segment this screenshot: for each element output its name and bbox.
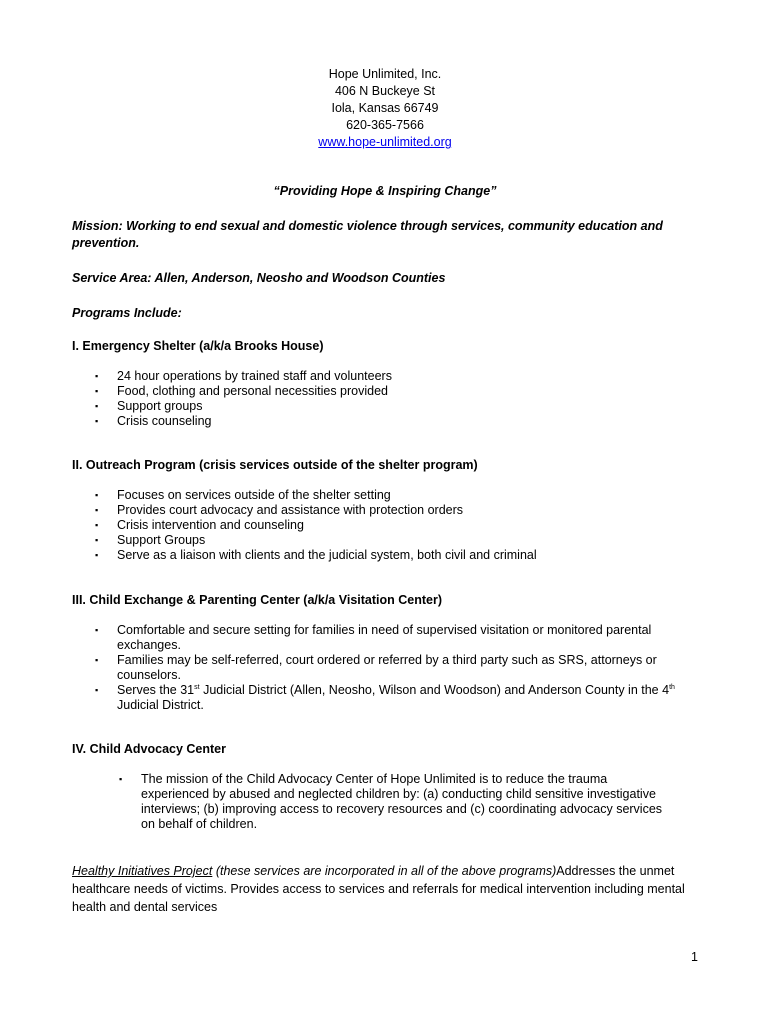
list-item: ▪ Food, clothing and personal necessities provided [95, 384, 389, 398]
bullet-icon: ▪ [95, 655, 99, 665]
bullet-icon: ▪ [95, 625, 99, 635]
website-link[interactable]: www.hope-unlimited.org [318, 135, 452, 149]
bullet-icon: ▪ [95, 535, 99, 545]
list-item: ▪ Support groups [95, 399, 203, 413]
org-name: Hope Unlimited, Inc. [328, 67, 442, 81]
city-state-zip: Iola, Kansas 66749 [331, 101, 439, 115]
phone-number: 620-365-7566 [346, 118, 424, 132]
page-number: 1 [691, 950, 698, 964]
bullet-icon: ▪ [95, 490, 99, 500]
list-item: ▪ Crisis counseling [95, 414, 212, 428]
bullet-icon: ▪ [95, 386, 99, 396]
service-area: Service Area: Allen, Anderson, Neosho and Woodson Counties [72, 271, 446, 285]
tagline: “Providing Hope & Inspiring Change” [273, 184, 497, 198]
emergency-shelter-list [92, 369, 692, 429]
mission-statement: Mission: Working to end sexual and domestic violence through services, community education and prevention. [72, 219, 663, 250]
child-exchange-list [92, 623, 692, 713]
list-item: ▪ 24 hour operations by trained staff and volunteers [95, 369, 392, 383]
bullet-icon: ▪ [95, 685, 99, 695]
bullet-icon: ▪ [95, 505, 99, 515]
section-heading-child-exchange: III. Child Exchange & Parenting Center (a/k/a Visitation Center) [72, 593, 442, 607]
healthy-initiatives-title: Healthy Initiatives Project [72, 864, 213, 878]
list-item: ▪ Families may be self-referred, court ordered or referred by a third party such as SRS, attorneys or counselors. [95, 653, 657, 682]
healthy-initiatives-paragraph [72, 862, 692, 916]
bullet-icon: ▪ [95, 416, 99, 426]
list-item: ▪ Provides court advocacy and assistance with protection orders [95, 503, 464, 517]
bullet-icon: ▪ [95, 401, 99, 411]
healthy-initiatives-text: Addresses the unmet healthcare needs of victims. Provides access to services and referrals for medical intervention including mental health and dental services [72, 864, 685, 914]
programs-heading: Programs Include: [72, 306, 182, 320]
list-item: ▪ The mission of the Child Advocacy Center of Hope Unlimited is to reduce the trauma experienced by abused and neglected children by: (a) conducting child sensitive investigative interviews; (b) improving access to recovery resources and (c) coordinating advocacy services on behalf of children. [119, 772, 663, 831]
list-item: ▪ Crisis intervention and counseling [95, 518, 304, 532]
healthy-initiatives-note: (these services are incorporated in all of the above programs) [212, 864, 557, 878]
section-heading-emergency-shelter: I. Emergency Shelter (a/k/a Brooks House) [72, 339, 324, 353]
section-heading-child-advocacy: IV. Child Advocacy Center [72, 742, 226, 756]
list-item: ▪ Support Groups [95, 533, 206, 547]
letterhead [0, 66, 770, 151]
child-advocacy-list [116, 772, 676, 832]
list-item: ▪ Comfortable and secure setting for families in need of supervised visitation or monitored parental exchanges. [95, 623, 652, 652]
bullet-icon: ▪ [119, 774, 123, 784]
street-address: 406 N Buckeye St [334, 84, 436, 98]
section-heading-outreach-program: II. Outreach Program (crisis services outside of the shelter program) [72, 458, 478, 472]
bullet-icon: ▪ [95, 371, 99, 381]
bullet-icon: ▪ [95, 520, 99, 530]
outreach-list [92, 488, 692, 563]
list-item: ▪ Focuses on services outside of the shelter setting [95, 488, 391, 502]
list-item: ▪ Serve as a liaison with clients and the judicial system, both civil and criminal [95, 548, 537, 562]
bullet-icon: ▪ [95, 550, 99, 560]
list-item: ▪ Serves the 31st Judicial District (Allen, Neosho, Wilson and Woodson) and Anderson County in the 4th Judicial District. [95, 683, 675, 712]
